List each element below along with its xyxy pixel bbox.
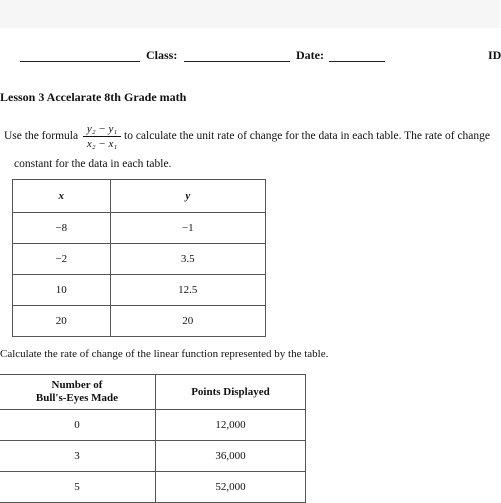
data-table-2 (0, 374, 306, 503)
formula-numerator: y₂ − y₁ (86, 123, 118, 135)
id-label: ID (488, 48, 501, 62)
cell-x: −2 (13, 244, 111, 275)
cell-x: −8 (13, 213, 111, 244)
cell-y: −1 (110, 213, 265, 244)
cell-y: 20 (110, 306, 265, 337)
formula-denominator: x₂ − x₁ (86, 138, 118, 150)
cell-points: 36,000 (155, 441, 305, 472)
header-bulls-eyes (0, 375, 155, 410)
class-label: Class: (146, 48, 178, 62)
instructions-line2: constant for the data in each table. (14, 158, 172, 170)
question-2: Calculate the rate of change of the linear function represented by the table. (0, 348, 329, 360)
instructions (0, 124, 500, 174)
cell-x: 20 (13, 306, 111, 337)
table-header-row (0, 375, 306, 410)
name-blank-line (20, 61, 140, 62)
header-line-2: Bull's-Eyes Made (35, 392, 119, 404)
cell-bulls-eyes: 5 (0, 472, 155, 503)
table-row (13, 213, 266, 244)
cell-y: 3.5 (110, 244, 265, 275)
header-line-1: Number of (51, 379, 103, 391)
header-points: Points Displayed (155, 375, 305, 410)
instructions-prefix: Use the formula (4, 130, 79, 142)
class-blank-line (184, 61, 290, 62)
header-x: x (13, 180, 111, 213)
cell-x: 10 (13, 275, 111, 306)
lesson-title: Lesson 3 Accelarate 8th Grade math (0, 90, 187, 104)
cell-bulls-eyes: 3 (0, 441, 155, 472)
date-blank-line (329, 61, 385, 62)
table-row (0, 410, 306, 441)
date-label: Date: (296, 48, 324, 62)
cell-points: 12,000 (155, 410, 305, 441)
data-table-1 (12, 179, 266, 337)
cell-y: 12.5 (110, 275, 265, 306)
instructions-suffix: to calculate the unit rate of change for the data in each table. The rate of change (124, 130, 491, 142)
table-row (13, 306, 266, 337)
table-row (0, 441, 306, 472)
table-row (13, 244, 266, 275)
header-y: y (110, 180, 265, 213)
slope-formula (82, 122, 122, 151)
cell-bulls-eyes: 0 (0, 410, 155, 441)
cell-points: 52,000 (155, 472, 305, 503)
table-row (0, 472, 306, 503)
table-row (13, 275, 266, 306)
table-header-row (13, 180, 266, 213)
top-band (0, 0, 500, 28)
